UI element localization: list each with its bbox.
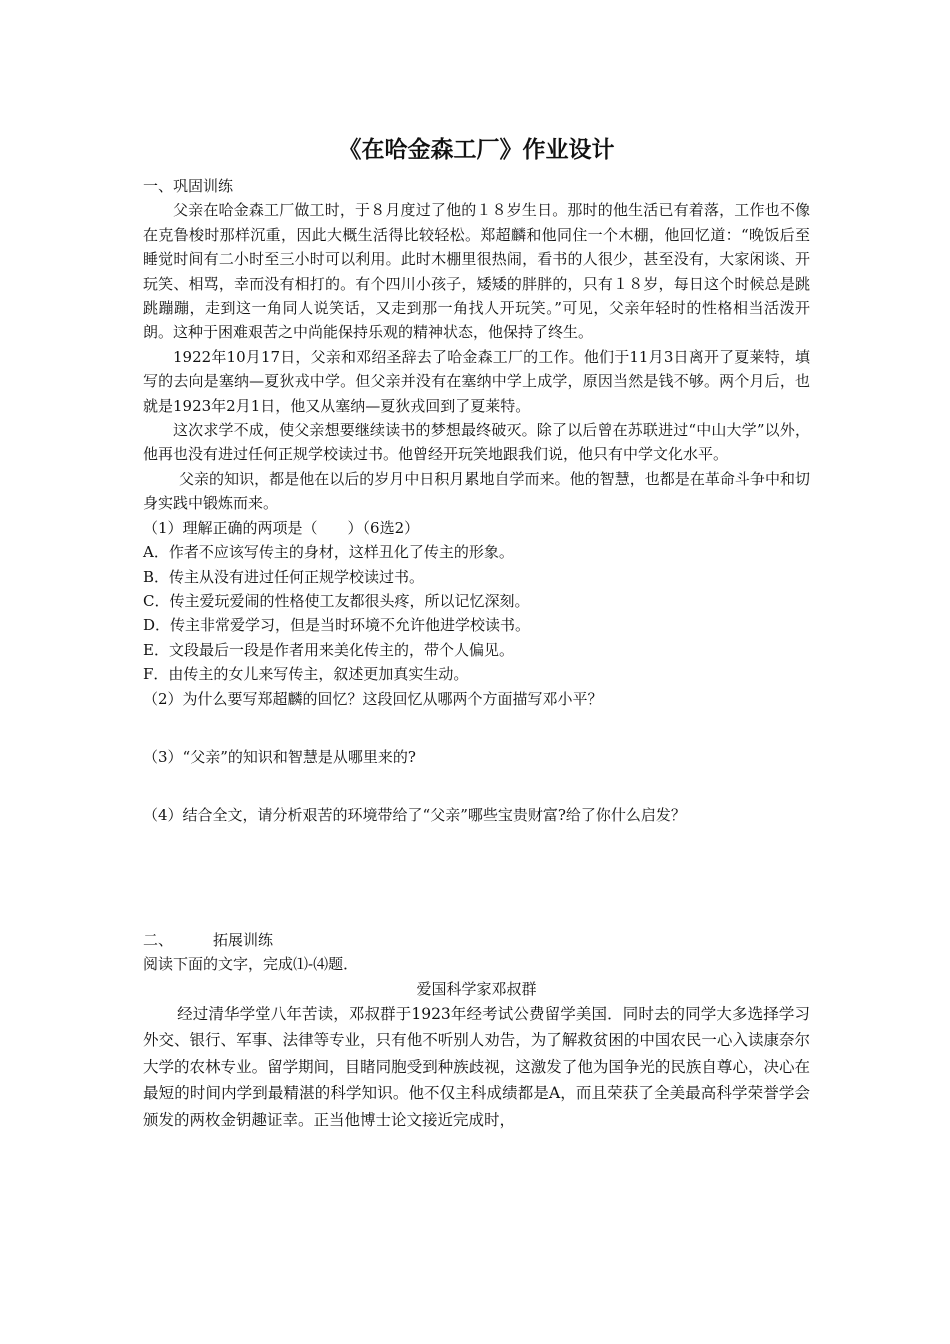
question-2: （2）为什么要写郑超麟的回忆？这段回忆从哪两个方面描写邓小平？ (143, 689, 603, 708)
passage-paragraph-4: 父亲的知识，都是他在以后的岁月中日积月累地自学而来。他的智慧，也都是在革命斗争中和切身实践中锻炼而来。 (143, 469, 810, 513)
section2-number: 二、 (143, 930, 174, 949)
option-a: A．作者不应该写传主的身材，这样丑化了传主的形象。 (143, 543, 514, 562)
section2-title: 拓展训练 (213, 930, 274, 949)
passage-paragraph-3: 这次求学不成，使父亲想要继续读书的梦想最终破灭。除了以后曾在苏联进过“中山大学”以外，他再也没有进过任何正规学校读过书。他曾经开玩笑地跟我们说，他只有中学文化水平。 (143, 421, 810, 464)
question-4: （4）结合全文，请分析艰苦的环境带给了“父亲”哪些宝贵财富?给了你什么启发？ (143, 806, 686, 825)
passage-paragraph-2: 1922年10月17日，父亲和邓绍圣辞去了哈金森工厂的工作。他们于11月3日离开了夏莱特，填写的去向是塞纳—夏狄戎中学。但父亲并没有在塞纳中学上成学，原因当然是钱不够。两个月后，也就是1923年2月1日，他又从塞纳—夏狄戎回到了夏莱特。 (143, 347, 810, 415)
answer-space-4 (143, 828, 810, 928)
question-1: （1）理解正确的两项是（ ）（6选2） (143, 518, 420, 537)
passage-paragraph-1: 父亲在哈金森工厂做工时，于８月度过了他的１８岁生日。那时的他生活已有着落，工作也不像在克鲁梭时那样沉重，因此大概生活得比较轻松。郑超麟和他同住一个木棚，他回忆道：“晚饭后至睡觉时间有二小时至三小时可以利用。此时木棚里很热闹，看书的人很少，甚至没有，大家闲谈、开玩笑、相骂，幸而没有相打的。有个四川小孩子，矮矮的胖胖的，只有１８岁，每日这个时候总是跳跳蹦蹦，走到这一角同人说笑话，又走到那一角找人开玩笑。”可见，父亲年轻时的性格相当活泼开朗。这种于困难艰苦之中尚能保持乐观的精神状态，他保持了终生。 (143, 201, 810, 342)
option-c: C．传主爱玩爱闹的性格使工友都很头疼，所以记忆深刻。 (143, 591, 530, 610)
option-f: F．由传主的女儿来写传主，叙述更加真实生动。 (143, 665, 469, 684)
article-paragraph: 经过清华学堂八年苦读，邓叔群于1923年经考试公费留学美国．同时去的同学大多选择学习外交、银行、军事、法律等专业，只有他不听别人劝告，为了解救贫困的中国农民一心入读康奈尔大学的农林专业。留学期间，目睹同胞受到种族歧视，这激发了他为国争光的民族自尊心，决心在最短的时间内学到最精湛的科学知识。他不仅主科成绩都是A，而且荣获了全美最高科学荣誉学会颁发的两枚金钥趣证幸。正当他博士论文接近完成时， (143, 1004, 810, 1129)
option-d: D．传主非常爱学习，但是当时环境不允许他进学校读书。 (143, 616, 531, 635)
question-3: （3）“父亲”的知识和智慧是从哪里来的? (143, 747, 416, 766)
document-title: 《在哈金森工厂》作业设计 (338, 137, 615, 163)
answer-space-2 (143, 711, 810, 745)
section1-heading: 一、巩固训练 (143, 177, 234, 195)
section2-instruction: 阅读下面的文字，完成⑴-⑷题． (143, 955, 359, 974)
option-e: E．文段最后一段是作者用来美化传主的，带个人偏见。 (143, 640, 514, 659)
section2-heading (143, 928, 810, 952)
answer-space-3 (143, 769, 810, 803)
option-b: B．传主从没有进过任何正规学校读过书。 (143, 567, 425, 586)
article-title: 爱国科学家邓叔群 (416, 979, 537, 998)
